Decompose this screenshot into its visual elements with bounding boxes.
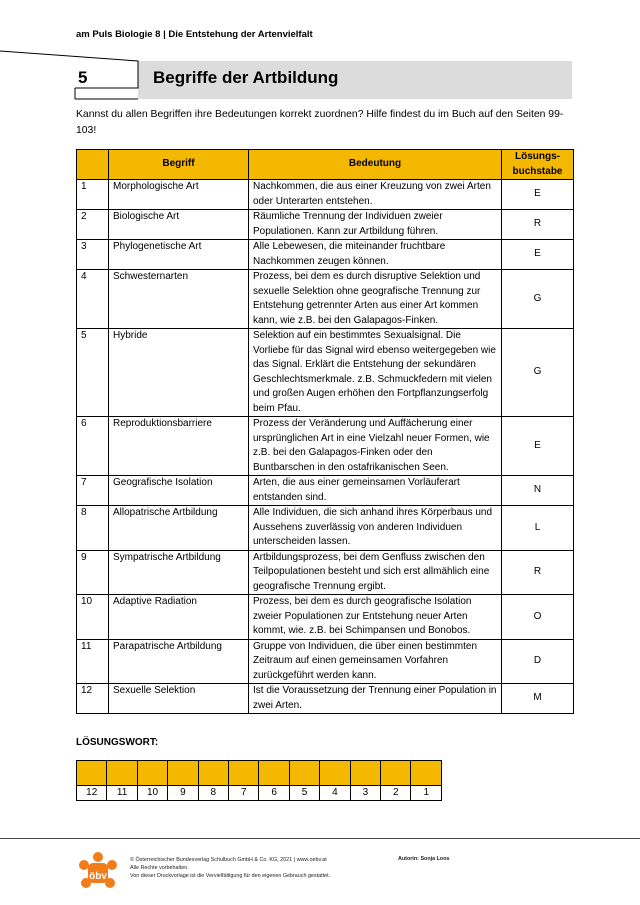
solution-position-number: 2 [381,786,411,801]
row-meaning: Nachkommen, die aus einer Kreuzung von zwei Arten oder Unterarten entstehen. [249,180,502,210]
table-header-row [77,150,574,180]
table-row [77,684,574,714]
table-row [77,639,574,684]
row-solution-letter: E [502,417,574,476]
solution-blank-row [77,761,442,786]
footer-copyright [130,856,330,880]
row-meaning: Räumliche Trennung der Individuen zweier Populationen. Kann zur Artbildung führen. [249,210,502,240]
row-meaning: Alle Individuen, die sich anhand ihres Körperbaus und Aussehens zuverlässig von anderen Individuen unterscheiden lassen. [249,506,502,551]
row-term: Parapatrische Artbildung [109,639,249,684]
header-meaning: Bedeutung [249,150,502,180]
row-number: 9 [77,550,109,595]
solution-letter-box[interactable] [137,761,167,786]
row-solution-letter: G [502,270,574,329]
table-row [77,270,574,329]
row-meaning: Prozess, bei dem es durch geografische Isolation zweier Populationen zur Entstehung neuer Arten kommt, wie. z.B. bei Schimpansen und Bonobos. [249,595,502,640]
row-meaning: Prozess, bei dem es durch disruptive Selektion und sexuelle Selektion ohne geografische Trennung zur Entstehung getrennter Arten aus einer Art kommen kann, wie z.B. bei den Galapagos-Finken. [249,270,502,329]
row-term: Hybride [109,329,249,417]
solution-word-grid [76,760,442,801]
row-meaning: Arten, die aus einer gemeinsamen Vorläuferart entstanden sind. [249,476,502,506]
solution-letter-box[interactable] [229,761,259,786]
header-num [77,150,109,180]
table-row [77,417,574,476]
row-number: 7 [77,476,109,506]
table-row [77,240,574,270]
row-term: Sexuelle Selektion [109,684,249,714]
solution-position-number: 12 [77,786,107,801]
terms-table-body [77,180,574,714]
solution-position-number: 8 [198,786,228,801]
solution-position-number: 3 [350,786,380,801]
footer-line-1: © Österreichischer Bundesverlag Schulbuch GmbH & Co. KG, 2021 | www.oebv.at [130,857,327,863]
row-solution-letter: E [502,180,574,210]
solution-position-number: 1 [411,786,442,801]
document-header: am Puls Biologie 8 | Die Entstehung der Artenvielfalt [76,29,313,40]
section-number: 5 [78,68,88,87]
solution-letter-box[interactable] [320,761,350,786]
row-meaning: Ist die Voraussetzung der Trennung einer Population in zwei Arten. [249,684,502,714]
solution-position-number: 7 [229,786,259,801]
solution-letter-box[interactable] [289,761,319,786]
row-number: 3 [77,240,109,270]
table-row [77,180,574,210]
row-number: 12 [77,684,109,714]
logo-text: öbv [89,871,107,882]
solution-position-number: 4 [320,786,350,801]
header-solution: Lösungs-buchstabe [502,150,574,180]
row-solution-letter: L [502,506,574,551]
solution-letter-box[interactable] [350,761,380,786]
solution-letter-box[interactable] [259,761,289,786]
row-term: Reproduktionsbarriere [109,417,249,476]
footer-line-3: Von dieser Druckvorlage ist die Vervielfältigung für den eigenen Gebrauch gestattet. [130,873,331,879]
table-row [77,506,574,551]
footer-author: Autorin: Sonja Loos [398,856,450,862]
solution-letter-box[interactable] [198,761,228,786]
row-term: Schwesternarten [109,270,249,329]
solution-position-number: 11 [107,786,137,801]
footer-divider [0,838,640,839]
intro-text: Kannst du allen Begriffen ihre Bedeutungen korrekt zuordnen? Hilfe findest du im Buch auf den Seiten 99-103! [76,109,564,136]
row-solution-letter: R [502,550,574,595]
header-term: Begriff [109,150,249,180]
row-number: 1 [77,180,109,210]
row-term: Phylogenetische Art [109,240,249,270]
solution-letter-box[interactable] [77,761,107,786]
row-solution-letter: N [502,476,574,506]
solution-label: LÖSUNGSWORT: [76,737,159,748]
solution-position-number: 6 [259,786,289,801]
row-term: Sympatrische Artbildung [109,550,249,595]
solution-position-number: 5 [289,786,319,801]
row-term: Allopatrische Artbildung [109,506,249,551]
row-meaning: Artbildungsprozess, bei dem Genfluss zwischen den Teilpopulationen besteht und sich erst allmählich eine geografische Trennung ergibt. [249,550,502,595]
terms-table [76,149,574,714]
row-term: Geografische Isolation [109,476,249,506]
row-solution-letter: M [502,684,574,714]
solution-number-row [77,786,442,801]
table-row [77,550,574,595]
section-title: Begriffe der Artbildung [153,68,339,87]
row-term: Morphologische Art [109,180,249,210]
row-term: Adaptive Radiation [109,595,249,640]
row-solution-letter: D [502,639,574,684]
row-meaning: Gruppe von Individuen, die über einen bestimmten Zeitraum auf einen gemeinsamen Vorfahren zurückgeführt werden kann. [249,639,502,684]
row-number: 6 [77,417,109,476]
row-solution-letter: O [502,595,574,640]
row-solution-letter: E [502,240,574,270]
row-number: 11 [77,639,109,684]
row-meaning: Prozess der Veränderung und Auffächerung einer ursprünglichen Art in eine Vielzahl neuer Formen, wie z.B. bei den Galapagos-Finken oder den Buntbarschen in den ostafrikanischen Seen. [249,417,502,476]
row-solution-letter: R [502,210,574,240]
footer-line-2: Alle Rechte vorbehalten. [130,865,189,871]
table-row [77,210,574,240]
row-number: 10 [77,595,109,640]
table-row [77,329,574,417]
oebv-logo-icon [78,851,118,895]
row-solution-letter: G [502,329,574,417]
solution-letter-box[interactable] [168,761,198,786]
row-meaning: Selektion auf ein bestimmtes Sexualsignal. Die Vorliebe für das Signal wird ebenso weitergegeben wie das Signal. Erklärt die Entstehung der sekundären Geschlechtsmerkmale. z.B. Schmuckfedern mit vielen und großen Augen erhöhen den Fortpflanzungserfolg beim Pfau. [249,329,502,417]
row-number: 5 [77,329,109,417]
solution-position-number: 10 [137,786,167,801]
solution-letter-box[interactable] [107,761,137,786]
table-row [77,595,574,640]
solution-letter-box[interactable] [411,761,442,786]
row-term: Biologische Art [109,210,249,240]
solution-letter-box[interactable] [381,761,411,786]
row-number: 2 [77,210,109,240]
row-number: 4 [77,270,109,329]
row-number: 8 [77,506,109,551]
solution-position-number: 9 [168,786,198,801]
row-meaning: Alle Lebewesen, die miteinander fruchtbare Nachkommen zeugen können. [249,240,502,270]
table-row [77,476,574,506]
